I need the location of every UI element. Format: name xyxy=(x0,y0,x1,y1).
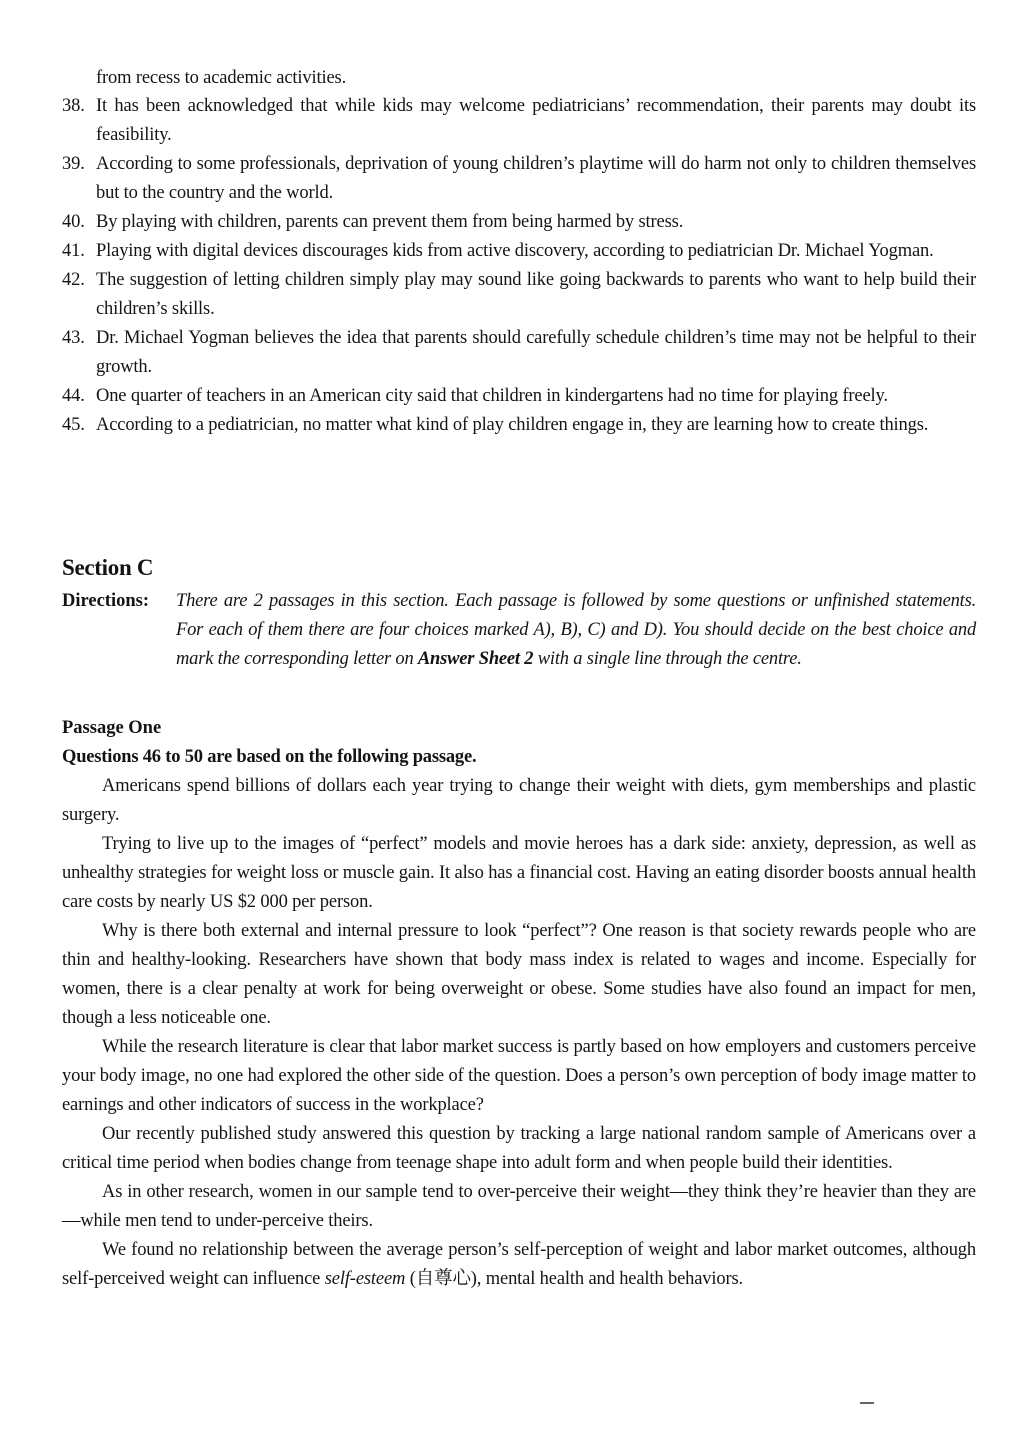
question-item xyxy=(62,266,976,324)
question-text: The suggestion of letting children simply play may sound like going backwards to parents who want to help build their children’s skills. xyxy=(96,270,976,319)
question-number: 42. xyxy=(62,270,85,290)
directions-text-part: There are 2 passages in this section. Each passage is followed by some questions or unfinished statements. For each of them there are four choices marked A), B), C) and D). You should decide on the best choice and mark the corresponding letter on xyxy=(176,591,976,669)
directions-text-part: with a single line through the centre. xyxy=(533,649,802,669)
passage-body xyxy=(62,772,976,1294)
question-text: According to a pediatrician, no matter what kind of play children engage in, they are learning how to create things. xyxy=(96,415,929,435)
passage-paragraph: Our recently published study answered this question by tracking a large national random sample of Americans over a critical time period when bodies change from teenage shape into adult form and when people build their identities. xyxy=(62,1124,976,1173)
question-number: 38. xyxy=(62,96,85,116)
question-text: One quarter of teachers in an American city said that children in kindergartens had no time for playing freely. xyxy=(96,386,888,406)
paragraph-text-part: We found no relationship between the average person’s self-perception of weight and labor market outcomes, although self-perceived weight can influence xyxy=(62,1240,976,1289)
question-text: Playing with digital devices discourages kids from active discovery, according to pediatrician Dr. Michael Yogman. xyxy=(96,241,934,261)
passage-paragraph: Trying to live up to the images of “perfect” models and movie heroes has a dark side: anxiety, depression, as well as unhealthy strategies for weight loss or muscle gain. It also has a financial cost. Having an eating disorder boosts annual health care costs by nearly US $2 000 per person. xyxy=(62,834,976,912)
question-item xyxy=(62,237,976,266)
question-number: 45. xyxy=(62,415,85,435)
question-item xyxy=(62,92,976,150)
answer-sheet-reference: Answer Sheet 2 xyxy=(417,649,534,669)
section-title: Section C xyxy=(62,555,154,580)
page-number-mark xyxy=(860,1402,874,1404)
question-number: 40. xyxy=(62,212,85,232)
paragraph-text-part: (自尊心), mental health and health behaviors. xyxy=(405,1269,744,1289)
passage-questions-line: Questions 46 to 50 are based on the following passage. xyxy=(62,747,477,767)
question-item xyxy=(62,208,976,237)
question-number: 39. xyxy=(62,154,85,174)
passage-paragraph xyxy=(62,1236,976,1294)
passage-paragraph: Americans spend billions of dollars each year trying to change their weight with diets, gym memberships and plastic surgery. xyxy=(62,776,976,825)
question-number: 43. xyxy=(62,328,85,348)
passage-label: Passage One xyxy=(62,718,162,738)
question-item xyxy=(62,411,976,440)
question-text: By playing with children, parents can prevent them from being harmed by stress. xyxy=(96,212,684,232)
directions-text xyxy=(176,587,976,674)
question-text: It has been acknowledged that while kids may welcome pediatricians’ recommendation, their parents may doubt its feasibility. xyxy=(96,96,976,145)
question-number: 44. xyxy=(62,386,85,406)
question-item xyxy=(62,150,976,208)
passage-paragraph: As in other research, women in our sample tend to over-perceive their weight—they think they’re heavier than they are—while men tend to under-perceive theirs. xyxy=(62,1182,976,1231)
question-text: Dr. Michael Yogman believes the idea that parents should carefully schedule children’s time may not be helpful to their growth. xyxy=(96,328,976,377)
italic-term: self-esteem xyxy=(324,1269,406,1289)
question-item xyxy=(62,324,976,382)
question-text: According to some professionals, deprivation of young children’s playtime will do harm not only to children themselves but to the country and the world. xyxy=(96,154,976,203)
question-item xyxy=(62,382,976,411)
question-number: 41. xyxy=(62,241,85,261)
passage-paragraph: While the research literature is clear that labor market success is partly based on how employers and customers perceive your body image, no one had explored the other side of the question. Does a person’s own perception of body image matter to earnings and other indicators of success in the workplace? xyxy=(62,1037,976,1115)
passage-paragraph: Why is there both external and internal pressure to look “perfect”? One reason is that society rewards people who are thin and healthy-looking. Researchers have shown that body mass index is related to wages and income. Especially for women, there is a clear penalty at work for being overweight or obese. Some studies have also found an impact for men, though a less noticeable one. xyxy=(62,921,976,1028)
question-37-continuation: from recess to academic activities. xyxy=(96,68,347,88)
question-list xyxy=(62,92,976,440)
directions-label: Directions: xyxy=(62,591,149,611)
